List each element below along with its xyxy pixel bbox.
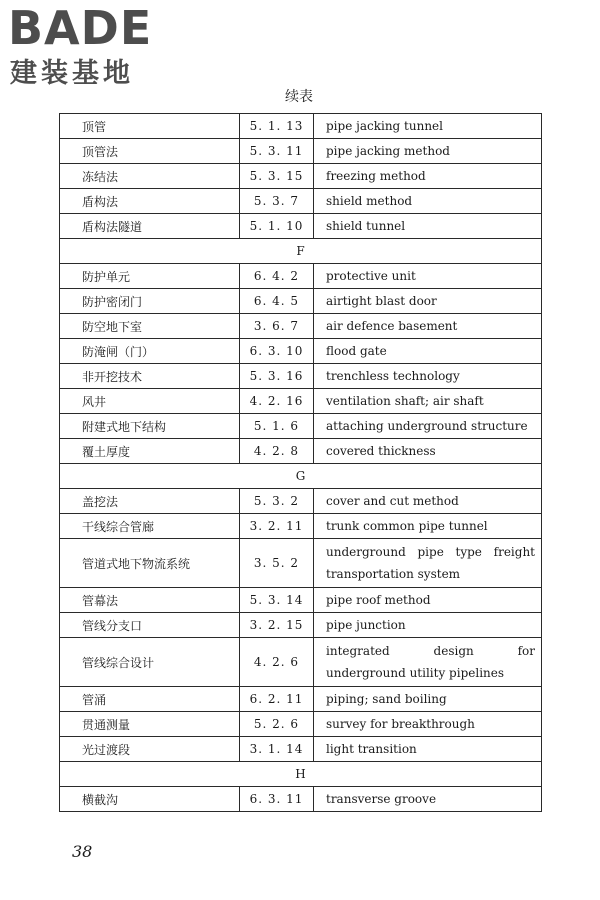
english-term: piping; sand boiling [314, 687, 542, 712]
english-term: pipe jacking method [314, 139, 542, 164]
table-row [60, 539, 542, 588]
clause-number: 5. 3. 16 [240, 364, 314, 389]
clause-number: 5. 2. 6 [240, 712, 314, 737]
clause-number: 5. 3. 14 [240, 588, 314, 613]
english-term: freezing method [314, 164, 542, 189]
chinese-term: 管幕法 [60, 588, 240, 613]
table-row [60, 314, 542, 339]
chinese-term: 顶管 [60, 114, 240, 139]
table-row [60, 588, 542, 613]
english-term: cover and cut method [314, 489, 542, 514]
table-row [60, 264, 542, 289]
clause-number: 5. 1. 13 [240, 114, 314, 139]
section-header-row [60, 464, 542, 489]
chinese-term: 光过渡段 [60, 737, 240, 762]
english-term: shield tunnel [314, 214, 542, 239]
chinese-term: 管线分支口 [60, 613, 240, 638]
logo-wordmark: BADE [8, 1, 153, 55]
clause-number: 4. 2. 6 [240, 638, 314, 687]
clause-number: 5. 3. 2 [240, 489, 314, 514]
clause-number: 5. 3. 15 [240, 164, 314, 189]
clause-number: 3. 6. 7 [240, 314, 314, 339]
table-row [60, 687, 542, 712]
clause-number: 3. 5. 2 [240, 539, 314, 588]
clause-number: 6. 4. 2 [240, 264, 314, 289]
chinese-term: 非开挖技术 [60, 364, 240, 389]
logo-chinese-text: 建装基地 [10, 58, 134, 89]
table-row [60, 289, 542, 314]
chinese-term: 防护密闭门 [60, 289, 240, 314]
chinese-term: 管涌 [60, 687, 240, 712]
table-row [60, 489, 542, 514]
english-term: flood gate [314, 339, 542, 364]
table-row [60, 114, 542, 139]
page-number: 38 [72, 842, 93, 861]
clause-number: 3. 2. 11 [240, 514, 314, 539]
chinese-term: 管线综合设计 [60, 638, 240, 687]
bade-logo [8, 2, 178, 92]
chinese-term: 横截沟 [60, 787, 240, 812]
chinese-term: 附建式地下结构 [60, 414, 240, 439]
clause-number: 5. 1. 6 [240, 414, 314, 439]
chinese-term: 管道式地下物流系统 [60, 539, 240, 588]
section-letter: H [60, 762, 542, 787]
clause-number: 6. 3. 10 [240, 339, 314, 364]
table-row [60, 389, 542, 414]
clause-number: 4. 2. 16 [240, 389, 314, 414]
english-term: ventilation shaft; air shaft [314, 389, 542, 414]
chinese-term: 冻结法 [60, 164, 240, 189]
chinese-term: 覆土厚度 [60, 439, 240, 464]
english-term: transverse groove [314, 787, 542, 812]
table-continued-caption: 续表 [285, 89, 313, 105]
english-term: integrated design for underground utility pipelines [314, 638, 542, 687]
clause-number: 6. 3. 11 [240, 787, 314, 812]
english-term: pipe roof method [314, 588, 542, 613]
english-term: survey for breakthrough [314, 712, 542, 737]
section-header-row [60, 762, 542, 787]
clause-number: 6. 2. 11 [240, 687, 314, 712]
table-row [60, 164, 542, 189]
chinese-term: 贯通测量 [60, 712, 240, 737]
clause-number: 3. 2. 15 [240, 613, 314, 638]
chinese-term: 盖挖法 [60, 489, 240, 514]
clause-number: 5. 1. 10 [240, 214, 314, 239]
english-term: light transition [314, 737, 542, 762]
chinese-term: 干线综合管廊 [60, 514, 240, 539]
table-row [60, 439, 542, 464]
table-row [60, 787, 542, 812]
chinese-term: 顶管法 [60, 139, 240, 164]
chinese-term: 防空地下室 [60, 314, 240, 339]
chinese-term: 盾构法 [60, 189, 240, 214]
clause-number: 5. 3. 7 [240, 189, 314, 214]
english-term: air defence basement [314, 314, 542, 339]
glossary-table [59, 113, 542, 812]
clause-number: 4. 2. 8 [240, 439, 314, 464]
chinese-term: 防护单元 [60, 264, 240, 289]
table-row [60, 514, 542, 539]
clause-number: 5. 3. 11 [240, 139, 314, 164]
section-letter: G [60, 464, 542, 489]
english-term: trunk common pipe tunnel [314, 514, 542, 539]
section-letter: F [60, 239, 542, 264]
table-row [60, 139, 542, 164]
table-row [60, 214, 542, 239]
table-row [60, 414, 542, 439]
english-term: shield method [314, 189, 542, 214]
section-header-row [60, 239, 542, 264]
english-term: covered thickness [314, 439, 542, 464]
table-row [60, 712, 542, 737]
table-row [60, 339, 542, 364]
english-term: pipe junction [314, 613, 542, 638]
english-term: trenchless technology [314, 364, 542, 389]
table-row [60, 613, 542, 638]
clause-number: 6. 4. 5 [240, 289, 314, 314]
english-term: airtight blast door [314, 289, 542, 314]
english-term: underground pipe type freight transportation system [314, 539, 542, 588]
english-term: protective unit [314, 264, 542, 289]
table-row [60, 638, 542, 687]
clause-number: 3. 1. 14 [240, 737, 314, 762]
table-row [60, 189, 542, 214]
english-term: attaching underground structure [314, 414, 542, 439]
chinese-term: 盾构法隧道 [60, 214, 240, 239]
table-row [60, 737, 542, 762]
table-row [60, 364, 542, 389]
chinese-term: 风井 [60, 389, 240, 414]
chinese-term: 防淹闸（门） [60, 339, 240, 364]
english-term: pipe jacking tunnel [314, 114, 542, 139]
